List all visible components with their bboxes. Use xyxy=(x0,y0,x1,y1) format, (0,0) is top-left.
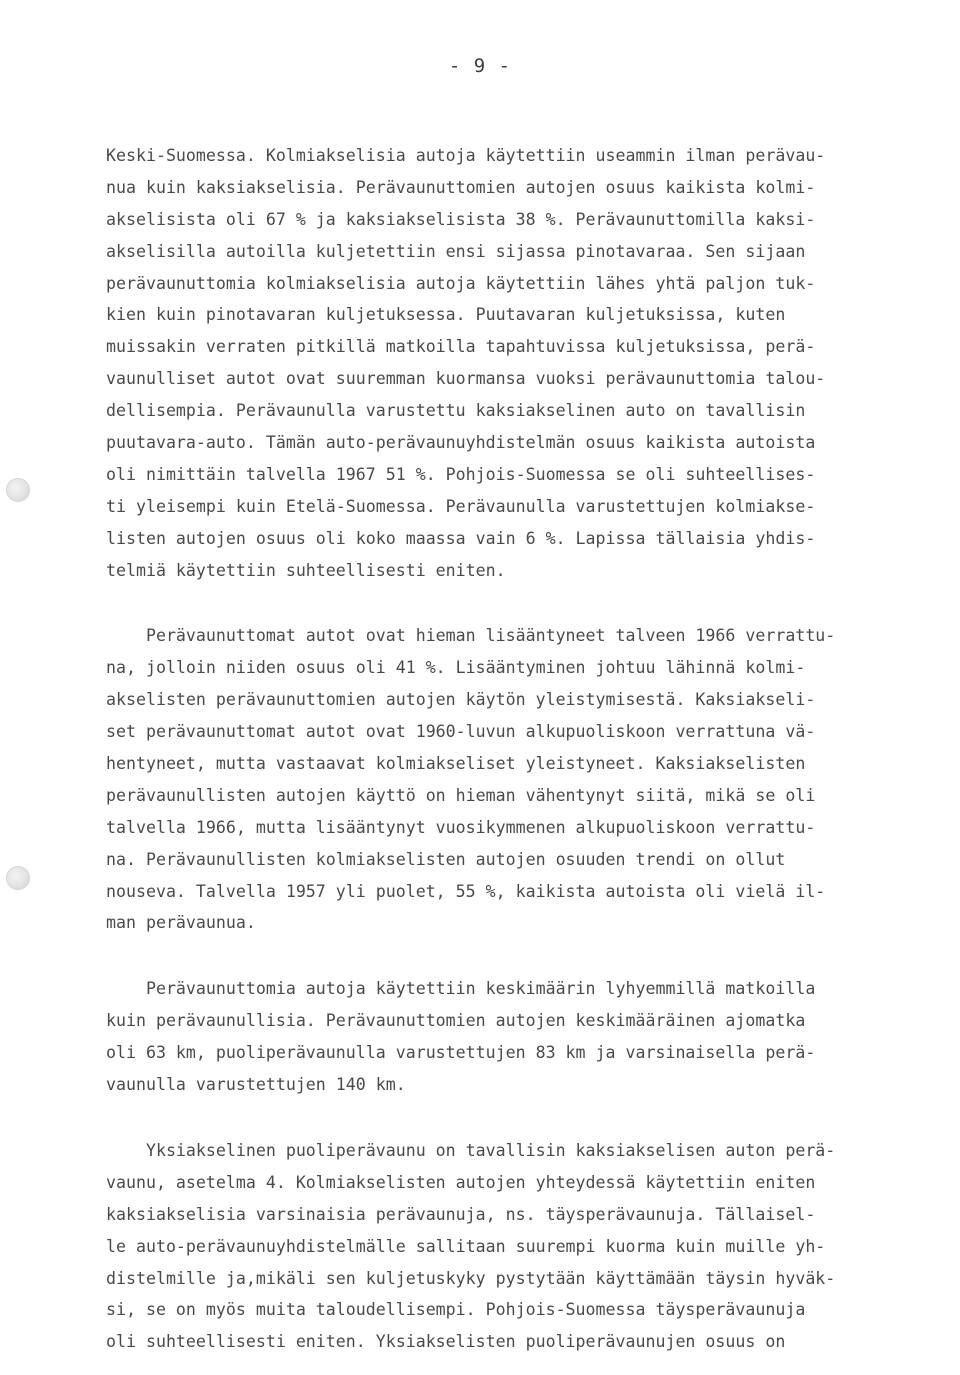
text-line: si, se on myös muita taloudellisempi. Pohjois-Suomessa täysperävaunuja xyxy=(106,1300,806,1320)
text-line: puutavara-auto. Tämän auto-perävaunuyhdistelmän osuus kaikista autoista xyxy=(106,433,816,453)
text-line: kuin perävaunullisia. Perävaunuttomien autojen keskimääräinen ajomatka xyxy=(106,1011,806,1031)
text-line: oli nimittäin talvella 1967 51 %. Pohjois-Suomessa se oli suhteellises- xyxy=(106,464,816,484)
text-line: na, jolloin niiden osuus oli 41 %. Lisääntyminen johtuu lähinnä kolmi- xyxy=(106,658,806,678)
text-line: akselisista oli 67 % ja kaksiakselisista 38 %. Perävaunuttomilla kaksi- xyxy=(106,209,816,229)
text-line: oli suhteellisesti eniten. Yksiakselisten puoliperävaunujen osuus on xyxy=(106,1332,786,1352)
text-line: kaksiakselisia varsinaisia perävaunuja, ns. täysperävaunuja. Tällaisel- xyxy=(106,1204,816,1224)
text-line: man perävaunua. xyxy=(106,913,256,933)
punch-hole-mark xyxy=(6,478,30,502)
text-line: dellisempia. Perävaunulla varustettu kaksiakselinen auto on tavallisin xyxy=(106,401,806,421)
text-line: nua kuin kaksiakselisia. Perävaunuttomien autojen osuus kaikista kolmi- xyxy=(106,177,816,197)
text-line: ti yleisempi kuin Etelä-Suomessa. Perävaunulla varustettujen kolmiakse- xyxy=(106,496,816,516)
text-line: nouseva. Talvella 1957 yli puolet, 55 %, kaikista autoista oli vielä il- xyxy=(106,881,826,901)
text-line: telmiä käytettiin suhteellisesti eniten. xyxy=(106,560,506,580)
page-number: - 9 - xyxy=(448,55,512,77)
body-text xyxy=(106,140,896,1358)
paragraph xyxy=(106,140,896,586)
text-line: vaunulla varustettujen 140 km. xyxy=(106,1075,406,1095)
paragraph xyxy=(106,620,896,939)
text-line: Keski-Suomessa. Kolmiakselisia autoja käytettiin useammin ilman perävau- xyxy=(106,146,826,165)
paragraph xyxy=(106,973,896,1101)
text-line: set perävaunuttomat autot ovat 1960-luvun alkupuoliskoon verrattuna vä- xyxy=(106,722,816,742)
paragraph-gap xyxy=(106,586,896,620)
text-line: oli 63 km, puoliperävaunulla varustettujen 83 km ja varsinaisella perä- xyxy=(106,1043,816,1063)
paragraph xyxy=(106,1135,896,1358)
text-line: le auto-perävaunuyhdistelmälle sallitaan suurempi kuorma kuin muille yh- xyxy=(106,1236,826,1256)
text-line: akselisilla autoilla kuljetettiin ensi sijassa pinotavaraa. Sen sijaan xyxy=(106,241,806,261)
text-line: Yksiakselinen puoliperävaunu on tavallisin kaksiakselisen auton perä- xyxy=(106,1140,836,1160)
text-line: perävaunuttomia kolmiakselisia autoja käytettiin lähes yhtä paljon tuk- xyxy=(106,273,816,293)
text-line: na. Perävaunullisten kolmiakselisten autojen osuuden trendi on ollut xyxy=(106,849,786,869)
text-line: Perävaunuttomia autoja käytettiin keskimäärin lyhyemmillä matkoilla xyxy=(106,979,816,999)
text-line: hentyneet, mutta vastaavat kolmiakseliset yleistyneet. Kaksiakselisten xyxy=(106,754,806,774)
paragraph-gap xyxy=(106,1101,896,1135)
text-line: talvella 1966, mutta lisääntynyt vuosikymmenen alkupuoliskoon verrattu- xyxy=(106,817,816,837)
paragraph-gap xyxy=(106,939,896,973)
text-line: vaunulliset autot ovat suuremman kuormansa vuoksi perävaunuttomia talou- xyxy=(106,369,826,389)
text-line: distelmille ja,mikäli sen kuljetuskyky pystytään käyttämään täysin hyväk- xyxy=(106,1268,836,1288)
text-line: akselisten perävaunuttomien autojen käytön yleistymisestä. Kaksiakseli- xyxy=(106,690,816,710)
punch-hole-mark xyxy=(6,866,30,890)
text-line: perävaunullisten autojen käyttö on hieman vähentynyt siitä, mikä se oli xyxy=(106,785,816,805)
text-line: kien kuin pinotavaran kuljetuksessa. Puutavaran kuljetuksissa, kuten xyxy=(106,305,786,325)
text-line: muissakin verraten pitkillä matkoilla tapahtuvissa kuljetuksissa, perä- xyxy=(106,337,816,357)
text-line: listen autojen osuus oli koko maassa vain 6 %. Lapissa tällaisia yhdis- xyxy=(106,528,816,548)
text-line: Perävaunuttomat autot ovat hieman lisääntyneet talveen 1966 verrattu- xyxy=(106,626,836,646)
text-line: vaunu, asetelma 4. Kolmiakselisten autojen yhteydessä käytettiin eniten xyxy=(106,1172,816,1192)
